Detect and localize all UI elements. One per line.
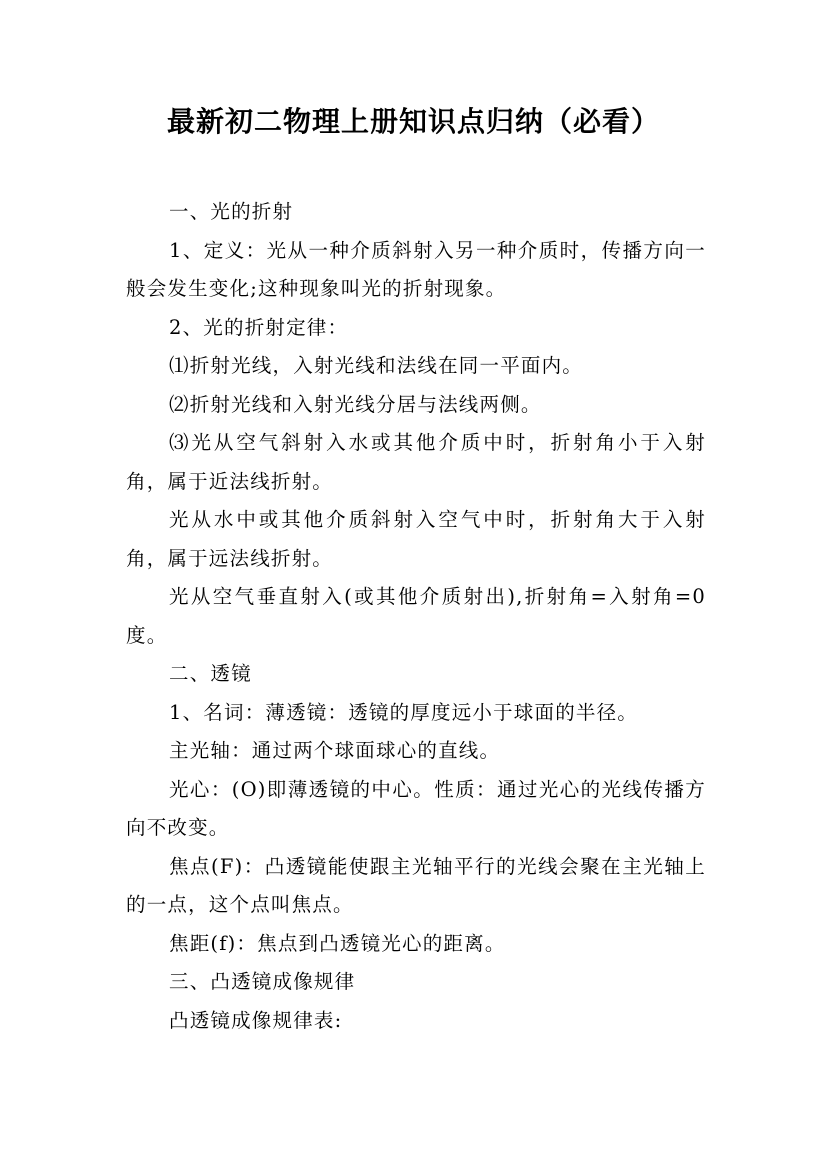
- paragraph: 焦点(F)：凸透镜能使跟主光轴平行的光线会聚在主光轴上的一点，这个点叫焦点。: [126, 854, 706, 916]
- section-heading: 二、透镜: [169, 662, 252, 685]
- paragraph: 光从空气垂直射入(或其他介质射出),折射角=入射角=0度。: [126, 585, 706, 647]
- paragraph: ⑵折射光线和入射光线分居与法线两侧。: [169, 392, 542, 416]
- section-heading: 一、光的折射: [169, 200, 294, 223]
- section-heading: 三、凸透镜成像规律: [169, 970, 356, 993]
- paragraph: 1、名词：薄透镜：透镜的厚度远小于球面的半径。: [169, 700, 639, 724]
- paragraph: 2、光的折射定律：: [169, 315, 349, 339]
- paragraph: 焦距(f)：焦点到凸透镜光心的距离。: [169, 931, 506, 955]
- paragraph: 主光轴：通过两个球面球心的直线。: [169, 739, 501, 762]
- paragraph: ⑴折射光线，入射光线和法线在同一平面内。: [169, 354, 584, 377]
- paragraph: 光从水中或其他介质斜射入空气中时，折射角大于入射角，属于远法线折射。: [126, 508, 706, 570]
- paragraph: 凸透镜成像规律表:: [169, 1008, 343, 1032]
- document-body: [126, 193, 706, 1040]
- paragraph: ⑶光从空气斜射入水或其他介质中时，折射角小于入射角，属于近法线折射。: [126, 431, 706, 493]
- paragraph: 光心：(O)即薄透镜的中心。性质：通过光心的光线传播方向不改变。: [126, 777, 706, 839]
- page-title: 最新初二物理上册知识点归纳（必看）: [166, 105, 660, 138]
- paragraph: 1、定义：光从一种介质斜射入另一种介质时，传播方向一般会发生变化;这种现象叫光的折射现象。: [126, 238, 706, 300]
